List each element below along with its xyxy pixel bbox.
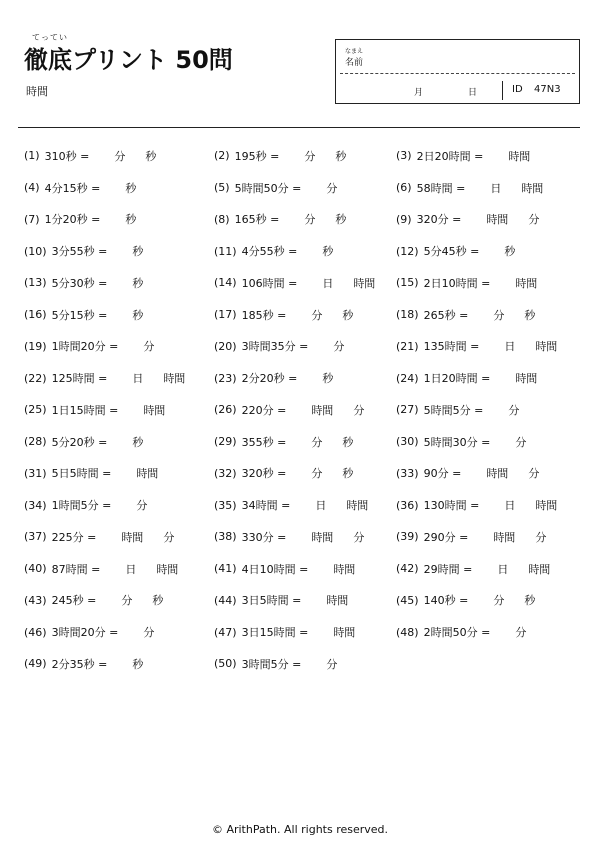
copyright-footer: © ArithPath. All rights reserved. [211,823,389,836]
problem-expression: 90分 = [423,467,462,481]
answer-unit: 分 [304,149,316,163]
answer-units [116,497,147,513]
problem-number: (42) [396,562,419,576]
answer-units [306,656,337,672]
answer-unit: 秒 [342,435,354,449]
problem-expression: 310秒 = [44,149,90,163]
answer-units [123,338,154,354]
answer-unit: 秒 [152,594,164,608]
answer-units [291,434,353,450]
problem-item [214,299,396,331]
answer-unit: 分 [121,594,133,608]
answer-unit: 時間 [515,276,538,290]
answer-unit: 日 [504,340,516,354]
problem-number: (50) [214,657,237,671]
problem-item [396,553,584,585]
answer-units [101,592,163,608]
problem-expression: 2時間50分 = [423,626,491,640]
answer-units [291,307,353,323]
problem-expression: 165秒 = [234,213,280,227]
answer-units [495,434,526,450]
problem-item [214,648,396,680]
problem-expression: 3時間5分 = [241,657,302,671]
answer-unit: 分 [114,149,126,163]
problem-item [214,394,396,426]
problem-item [396,140,584,172]
answer-unit: 時間 [515,372,538,386]
problem-number: (14) [214,276,237,290]
answer-unit: 時間 [493,530,516,544]
answer-units [291,529,364,545]
problem-item [396,235,584,267]
problem-expression: 195秒 = [234,149,280,163]
problem-item [214,140,396,172]
problem-item [396,299,584,331]
problem-number: (46) [24,625,47,639]
answer-units [94,148,156,164]
problem-expression: 140秒 = [423,594,469,608]
problem-expression: 2分20秒 = [241,372,298,386]
answer-units [105,180,136,196]
answer-unit: 秒 [524,308,536,322]
problem-item [24,553,214,585]
answer-unit: 分 [508,403,520,417]
id-label: ID [512,84,523,95]
problem-expression: 1時間5分 = [51,499,112,513]
problem-number: (26) [214,403,237,417]
answer-unit: 分 [143,340,155,354]
answer-units [302,370,333,386]
answer-unit: 分 [311,467,323,481]
answer-units [112,243,143,259]
answer-units [291,402,364,418]
problem-item [214,267,396,299]
problem-item [24,648,214,680]
problem-number: (35) [214,498,237,512]
answer-units [495,275,537,291]
answer-units [295,497,368,513]
problem-number: (4) [24,181,40,195]
name-ruby: なまえ [345,48,364,55]
answer-unit: 分 [311,308,323,322]
answer-units [477,561,550,577]
answer-unit: 秒 [125,181,137,195]
answer-units [484,338,557,354]
answer-unit: 分 [515,435,527,449]
answer-unit: 時間 [521,181,544,195]
answer-unit: 時間 [136,467,159,481]
answer-unit: 分 [515,626,527,640]
problem-expression: 4分55秒 = [241,245,298,259]
problem-item [24,204,214,236]
answer-unit: 秒 [132,308,144,322]
problem-item [24,489,214,521]
problem-item [396,172,584,204]
problem-expression: 1日15時間 = [51,403,119,417]
problem-item [396,489,584,521]
answer-unit: 時間 [156,562,179,576]
problem-number: (27) [396,403,419,417]
answer-units [112,307,143,323]
problem-expression: 320分 = [416,213,462,227]
page-subtitle: 時間 [26,85,48,98]
answer-unit: 時間 [143,403,166,417]
name-divider [340,73,575,74]
problem-number: (41) [214,562,237,576]
problem-number: (32) [214,466,237,480]
answer-unit: 分 [326,181,338,195]
problem-item [214,553,396,585]
problem-item [396,426,584,458]
problem-number: (36) [396,498,419,512]
problem-number: (45) [396,593,419,607]
problem-number: (38) [214,530,237,544]
answer-units [112,434,143,450]
problem-number: (29) [214,435,237,449]
problem-number: (7) [24,212,40,226]
answer-unit: 秒 [342,467,354,481]
problem-item [24,616,214,648]
problem-item [214,521,396,553]
problem-number: (24) [396,371,419,385]
answer-unit: 秒 [132,657,144,671]
problem-number: (20) [214,339,237,353]
answer-unit: 分 [333,340,345,354]
problem-number: (48) [396,625,419,639]
answer-units [484,243,515,259]
answer-unit: 時間 [528,562,551,576]
problem-expression: 106時間 = [241,276,298,290]
problem-number: (9) [396,212,412,226]
problem-expression: 3日5時間 = [241,594,302,608]
problem-expression: 4日10時間 = [241,562,309,576]
answer-units [466,465,539,481]
problem-number: (44) [214,593,237,607]
answer-unit: 日 [315,499,327,513]
problem-number: (28) [24,435,47,449]
problem-item [24,585,214,617]
problem-expression: 5分45秒 = [423,245,480,259]
problem-item [214,331,396,363]
problem-expression: 5分20秒 = [51,435,108,449]
header-rule [18,127,580,128]
problem-item [214,585,396,617]
problem-expression: 5時間50分 = [234,181,302,195]
answer-unit: 分 [353,530,365,544]
problem-number: (11) [214,244,237,258]
answer-units [112,370,185,386]
answer-unit: 分 [143,626,155,640]
problem-grid [24,140,584,680]
problem-number: (17) [214,308,237,322]
answer-units [466,211,539,227]
answer-unit: 時間 [163,372,186,386]
problem-expression: 355秒 = [241,435,287,449]
answer-unit: 時間 [326,594,349,608]
problem-number: (18) [396,308,419,322]
problem-item [214,362,396,394]
problem-expression: 1時間20分 = [51,340,119,354]
answer-unit: 秒 [132,245,144,259]
problem-number: (6) [396,181,412,195]
problem-expression: 290分 = [423,530,469,544]
problem-item [396,585,584,617]
answer-unit: 秒 [132,276,144,290]
problem-number: (21) [396,339,419,353]
problem-item [396,394,584,426]
answer-units [112,656,143,672]
answer-units [313,561,355,577]
problem-expression: 225分 = [51,530,97,544]
answer-unit: 分 [304,213,316,227]
problem-expression: 29時間 = [423,562,473,576]
problem-expression: 3時間35分 = [241,340,309,354]
problem-expression: 4分15秒 = [44,181,101,195]
problem-number: (5) [214,181,230,195]
problem-number: (16) [24,308,47,322]
problem-item [396,616,584,648]
answer-unit: 分 [535,530,547,544]
problem-number: (2) [214,149,230,163]
problem-item [214,489,396,521]
problem-expression: 3日15時間 = [241,626,309,640]
answer-unit: 秒 [524,594,536,608]
answer-units [473,592,535,608]
problem-item [24,331,214,363]
problem-number: (23) [214,371,237,385]
answer-unit: 分 [326,657,338,671]
answer-unit: 分 [493,308,505,322]
problem-item [396,362,584,394]
problem-number: (37) [24,530,47,544]
problem-item [24,172,214,204]
problem-number: (43) [24,593,47,607]
problem-expression: 5日5時間 = [51,467,112,481]
problem-number: (13) [24,276,47,290]
answer-unit: 分 [353,403,365,417]
problem-expression: 87時間 = [51,562,101,576]
day-label: 日 [468,88,478,98]
problem-item [396,458,584,490]
problem-number: (34) [24,498,47,512]
answer-unit: 時間 [353,276,376,290]
answer-units [470,180,543,196]
answer-unit: 秒 [504,245,516,259]
problem-item [214,235,396,267]
problem-number: (12) [396,244,419,258]
answer-units [473,529,546,545]
problem-expression: 135時間 = [423,340,480,354]
answer-unit: 日 [125,562,137,576]
problem-expression: 130時間 = [423,499,480,513]
name-label: 名前 [345,58,364,68]
answer-units [488,148,530,164]
problem-item [214,458,396,490]
answer-unit: 時間 [535,499,558,513]
worksheet-header [0,0,600,128]
problem-number: (1) [24,149,40,163]
answer-units [101,529,174,545]
answer-units [306,592,348,608]
problem-item [24,140,214,172]
answer-units [302,243,333,259]
answer-unit: 分 [136,499,148,513]
answer-unit: 時間 [333,562,356,576]
answer-units [313,338,344,354]
answer-unit: 分 [163,530,175,544]
problem-number: (25) [24,403,47,417]
answer-units [105,211,136,227]
answer-unit: 時間 [486,213,509,227]
answer-unit: 日 [497,562,509,576]
answer-unit: 時間 [311,403,334,417]
answer-units [488,402,519,418]
problem-number: (8) [214,212,230,226]
answer-unit: 時間 [535,340,558,354]
problem-expression: 1分20秒 = [44,213,101,227]
problem-number: (47) [214,625,237,639]
answer-unit: 時間 [346,499,369,513]
problem-expression: 34時間 = [241,499,291,513]
answer-unit: 秒 [125,213,137,227]
problem-number: (10) [24,244,47,258]
problem-expression: 1日20時間 = [423,372,491,386]
answer-unit: 時間 [121,530,144,544]
problem-number: (22) [24,371,47,385]
name-box [335,39,580,104]
answer-units [284,148,346,164]
answer-unit: 分 [528,467,540,481]
answer-unit: 日 [490,181,502,195]
problem-item [396,204,584,236]
answer-unit: 時間 [508,149,531,163]
answer-unit: 時間 [333,626,356,640]
problem-expression: 5時間30分 = [423,435,491,449]
answer-unit: 秒 [335,213,347,227]
problem-expression: 5分15秒 = [51,308,108,322]
problem-expression: 330分 = [241,530,287,544]
answer-unit: 秒 [335,149,347,163]
problem-expression: 245秒 = [51,594,97,608]
answer-units [105,561,178,577]
answer-unit: 秒 [132,435,144,449]
answer-unit: 分 [493,594,505,608]
answer-units [495,370,537,386]
problem-item [396,521,584,553]
answer-units [112,275,143,291]
problem-expression: 3時間20分 = [51,626,119,640]
month-label: 月 [414,88,424,98]
problem-item [24,267,214,299]
problem-number: (30) [396,435,419,449]
answer-units [123,624,154,640]
problem-expression: 320秒 = [241,467,287,481]
problem-item [214,204,396,236]
problem-item [396,331,584,363]
problem-number: (40) [24,562,47,576]
problem-number: (19) [24,339,47,353]
problem-expression: 5分30秒 = [51,276,108,290]
problem-item [24,426,214,458]
answer-unit: 秒 [342,308,354,322]
problem-item [214,426,396,458]
answer-units [473,307,535,323]
problem-expression: 58時間 = [416,181,466,195]
answer-unit: 秒 [145,149,157,163]
id-value: 47N3 [534,84,561,95]
problem-item [24,362,214,394]
problem-expression: 125時間 = [51,372,108,386]
problem-item [24,458,214,490]
problem-expression: 5時間5分 = [423,403,484,417]
answer-unit: 日 [322,276,334,290]
answer-unit: 時間 [486,467,509,481]
problem-expression: 2日20時間 = [416,149,484,163]
answer-unit: 分 [311,435,323,449]
problem-number: (39) [396,530,419,544]
problem-item [214,172,396,204]
problem-expression: 185秒 = [241,308,287,322]
answer-units [484,497,557,513]
answer-unit: 時間 [311,530,334,544]
problem-number: (3) [396,149,412,163]
problem-item [24,394,214,426]
problem-item [214,616,396,648]
answer-units [313,624,355,640]
problem-item [24,521,214,553]
answer-units [123,402,165,418]
problem-item [24,235,214,267]
answer-units [306,180,337,196]
problem-item [396,267,584,299]
problem-expression: 3分55秒 = [51,245,108,259]
problem-item [24,299,214,331]
title-ruby: てってい [32,33,68,42]
answer-unit: 日 [504,499,516,513]
answer-units [495,624,526,640]
id-separator [502,81,503,100]
problem-expression: 2日10時間 = [423,276,491,290]
problem-number: (31) [24,466,47,480]
answer-units [302,275,375,291]
answer-units [116,465,158,481]
page-title: 徹底プリント 50問 [24,46,233,74]
problem-number: (49) [24,657,47,671]
problem-expression: 220分 = [241,403,287,417]
answer-unit: 秒 [322,245,334,259]
answer-units [284,211,346,227]
answer-units [291,465,353,481]
problem-expression: 265秒 = [423,308,469,322]
answer-unit: 秒 [322,372,334,386]
problem-number: (15) [396,276,419,290]
problem-expression: 2分35秒 = [51,657,108,671]
answer-unit: 日 [132,372,144,386]
answer-unit: 分 [528,213,540,227]
problem-number: (33) [396,466,419,480]
